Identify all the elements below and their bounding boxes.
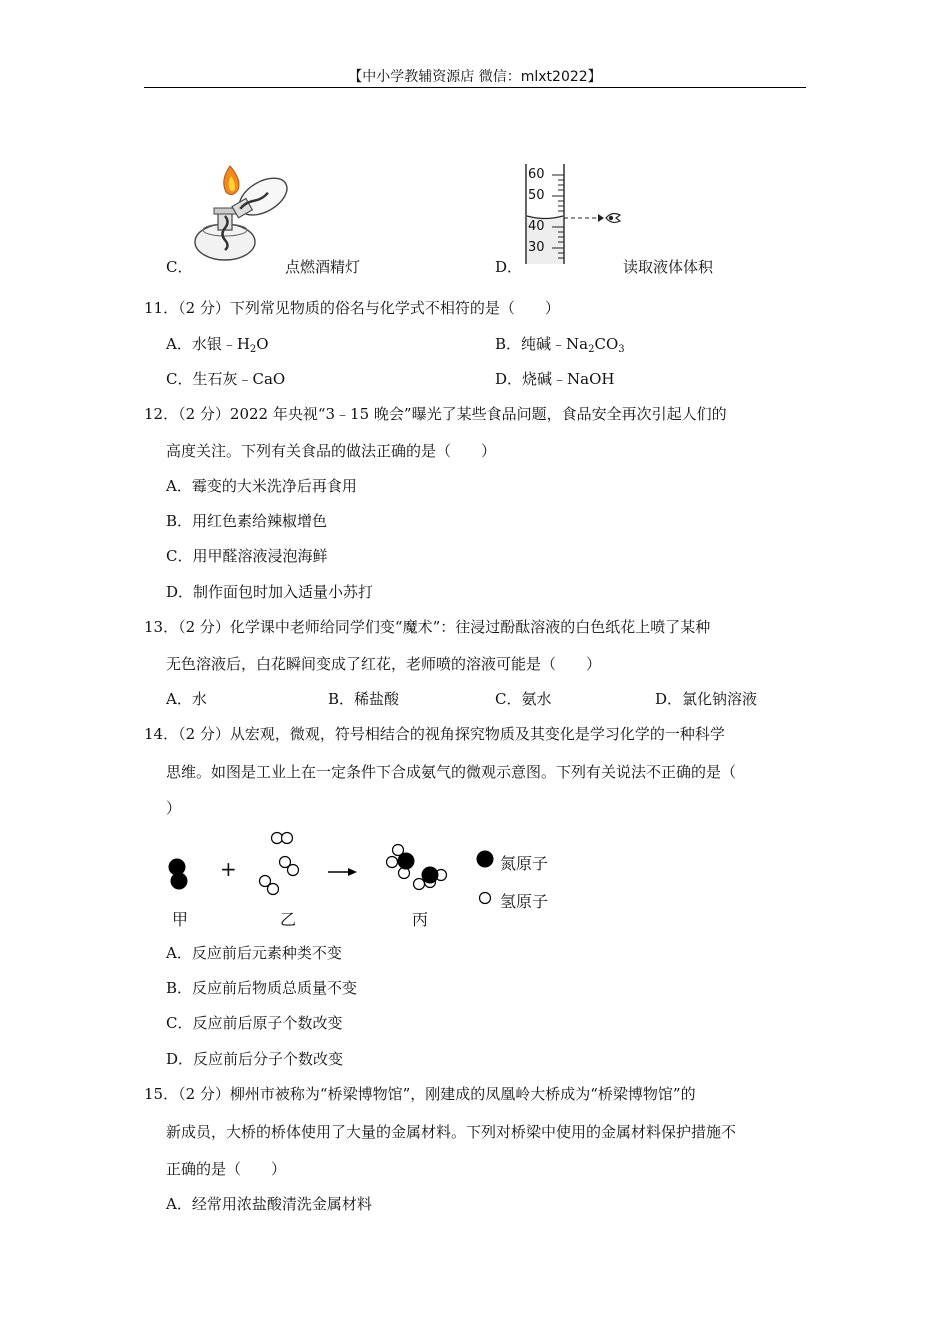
q11-option-c: C．生石灰﹣CaO xyxy=(166,370,286,388)
q13-option-c: C．氨水 xyxy=(495,690,552,708)
q14-option-d: D．反应前后分子个数改变 xyxy=(166,1050,344,1068)
label-bing: 丙 xyxy=(412,910,429,929)
cylinder-tick-label: 40 xyxy=(528,219,545,234)
nitrogen-atom xyxy=(171,873,188,890)
cylinder-tick-label: 50 xyxy=(528,188,545,203)
question-14-stem-line3: ） xyxy=(166,799,182,817)
question-15-stem-line1: 15．（2 分）柳州市被称为“桥梁博物馆”，刚建成的凤凰岭大桥成为“桥梁博物馆”的 xyxy=(144,1085,696,1103)
option-d-caption: 读取液体体积 xyxy=(623,258,714,276)
q14-option-a: A．反应前后元素种类不变 xyxy=(166,944,342,962)
q14-option-c: C．反应前后原子个数改变 xyxy=(166,1014,343,1032)
question-12-stem-line2: 高度关注。下列有关食品的做法正确的是（ ） xyxy=(166,442,497,460)
question-14-stem-line1: 14．（2 分）从宏观，微观，符号相结合的视角探究物质及其变化是学习化学的一种科学 xyxy=(144,725,725,743)
legend-nitrogen-atom: 氮原子 xyxy=(500,854,549,873)
q13-option-b: B．稀盐酸 xyxy=(328,690,400,708)
legend-hydrogen-atom: 氢原子 xyxy=(500,892,549,911)
q13-option-d: D．氯化钠溶液 xyxy=(655,690,758,708)
q12-option-a: A．霉变的大米洗净后再食用 xyxy=(166,477,357,495)
cylinder-tick-label: 30 xyxy=(528,240,545,255)
question-13-stem-line2: 无色溶液后，白花瞬间变成了红花，老师喷的溶液可能是（ ） xyxy=(166,655,602,673)
q13-option-a: A．水 xyxy=(166,690,207,708)
q11-option-b: B．纯碱$﹣Na_2CO_3$ xyxy=(495,335,625,355)
ammonia-synthesis-diagram xyxy=(160,825,580,935)
cylinder-tick-label: 60 xyxy=(528,167,545,182)
q12-option-c: C．用甲醛溶液浸泡海鲜 xyxy=(166,547,328,565)
plus-sign: + xyxy=(220,857,237,881)
option-c-letter: C． xyxy=(166,258,193,276)
question-12-stem-line1: 12．（2 分）2022 年央视“3﹣15 晚会”曝光了某些食品问题，食品安全再次引起人们的 xyxy=(144,405,727,423)
option-c-caption: 点燃酒精灯 xyxy=(285,258,361,276)
q11-option-d: D．烧碱﹣NaOH xyxy=(495,370,615,388)
q11-option-a: A．水银$﹣H_2O$ xyxy=(166,335,269,355)
header-rule xyxy=(144,87,806,88)
question-14-stem-line2: 思维。如图是工业上在一定条件下合成氨气的微观示意图。下列有关说法不正确的是（ xyxy=(166,763,737,781)
label-jia: 甲 xyxy=(172,910,189,929)
question-13-stem-line1: 13．（2 分）化学课中老师给同学们变“魔术”：往浸过酚酞溶液的白色纸花上喷了某种 xyxy=(144,618,711,636)
question-15-stem-line2: 新成员，大桥的桥体使用了大量的金属材料。下列对桥梁中使用的金属材料保护措施不 xyxy=(166,1123,737,1141)
q12-option-d: D．制作面包时加入适量小苏打 xyxy=(166,583,374,601)
alcohol-lamp-illustration xyxy=(190,160,300,265)
label-yi: 乙 xyxy=(280,910,297,929)
graduated-cylinder-illustration xyxy=(518,160,628,265)
q15-option-a: A．经常用浓盐酸清洗金属材料 xyxy=(166,1195,372,1213)
page-header: 【中小学教辅资源店 微信：mlxt2022】 xyxy=(348,69,602,85)
question-15-stem-line3: 正确的是（ ） xyxy=(166,1160,287,1178)
question-11-stem: 11．（2 分）下列常见物质的俗名与化学式不相符的是（ ） xyxy=(144,299,560,317)
q12-option-b: B．用红色素给辣椒增色 xyxy=(166,512,328,530)
option-d-letter: D． xyxy=(495,258,523,276)
q14-option-b: B．反应前后物质总质量不变 xyxy=(166,979,358,997)
